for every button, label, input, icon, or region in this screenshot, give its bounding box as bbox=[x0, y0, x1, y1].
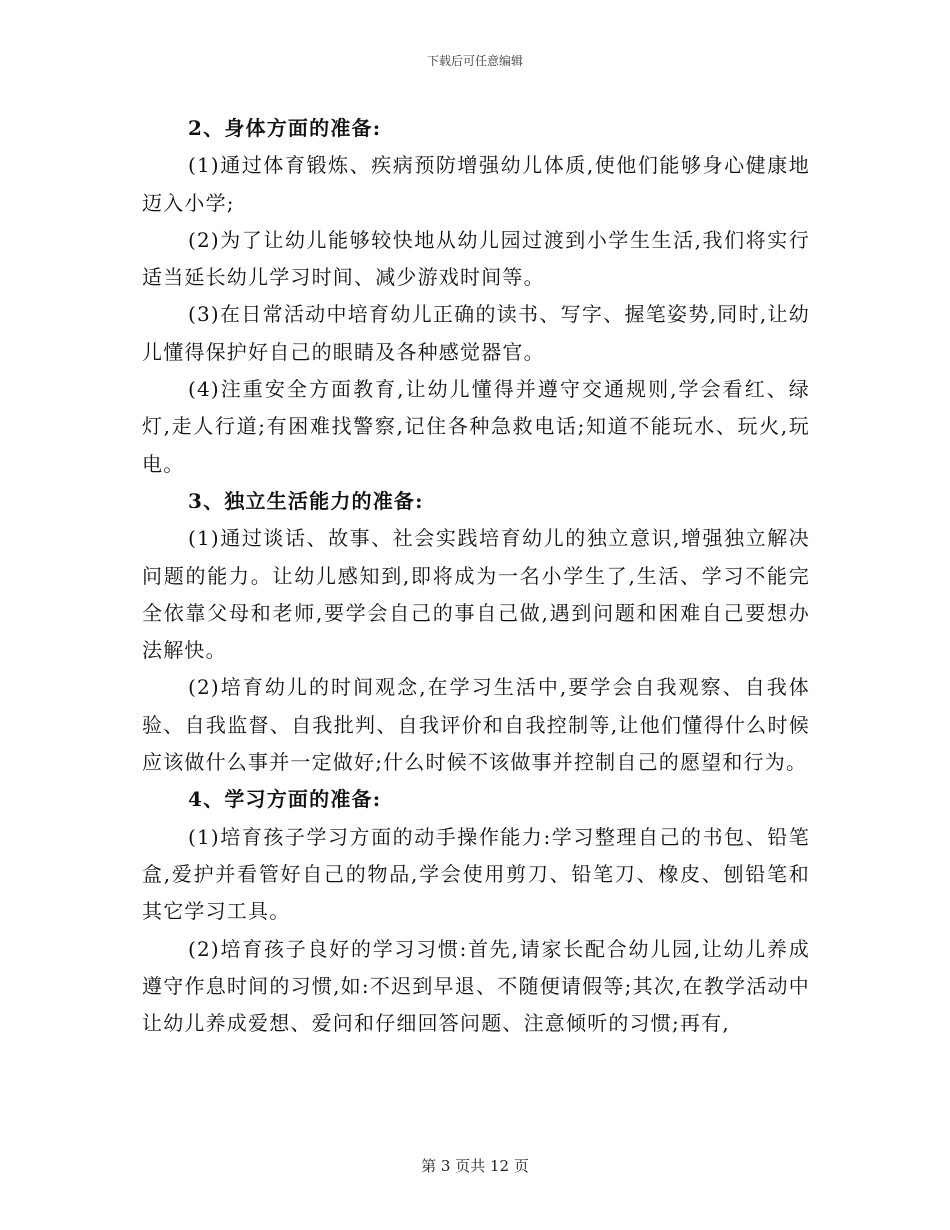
section-heading: 2、身体方面的准备: bbox=[188, 116, 382, 140]
paragraph: (2)为了让幼儿能够较快地从幼儿园过渡到小学生生活,我们将实行适当延长幼儿学习时间、减少游戏时间等。 bbox=[142, 227, 810, 290]
section-heading: 4、学习方面的准备: bbox=[188, 787, 382, 812]
page-header: 下载后可任意编辑 bbox=[426, 54, 523, 68]
paragraph: (1)通过体育锻炼、疾病预防增强幼儿体质,使他们能够身心健康地迈入小学; bbox=[142, 153, 810, 215]
paragraph: (1)培育孩子学习方面的动手操作能力:学习整理自己的书包、铅笔盒,爱护并看管好自己的物品,学会使用剪刀、铅笔刀、橡皮、刨铅笔和其它学习工具。 bbox=[142, 824, 810, 924]
page-footer: 第 3 页共 12 页 bbox=[421, 1157, 529, 1175]
document-body bbox=[142, 110, 810, 1042]
paragraph: (1)通过谈话、故事、社会实践培育幼儿的独立意识,增强独立解决问题的能力。让幼儿感知到,即将成为一名小学生了,生活、学习不能完全依靠父母和老师,要学会自己的事自己做,遇到问题和困难自己要想办法解快。 bbox=[142, 526, 810, 663]
section-heading: 3、独立生活能力的准备: bbox=[188, 488, 424, 513]
paragraph: (2)培育孩子良好的学习习惯:首先,请家长配合幼儿园,让幼儿养成遵守作息时间的习惯,如:不迟到早退、不随便请假等;其次,在教学活动中让幼儿养成爱想、爱问和仔细回答问题、注意倾听的习惯;再有, bbox=[142, 936, 810, 1036]
paragraph: (2)培育幼儿的时间观念,在学习生活中,要学会自我观察、自我体验、自我监督、自我批判、自我评价和自我控制等,让他们懂得什么时候应该做什么事并一定做好;什么时候不该做事并控制自己的愿望和行为。 bbox=[142, 675, 810, 775]
paragraph: (4)注重安全方面教育,让幼儿懂得并遵守交通规则,学会看红、绿灯,走人行道;有困难找警察,记住各种急救电话;知道不能玩水、玩火,玩电。 bbox=[142, 377, 810, 476]
paragraph: (3)在日常活动中培育幼儿正确的读书、写字、握笔姿势,同时,让幼儿懂得保护好自己的眼睛及各种感觉器官。 bbox=[142, 302, 810, 364]
